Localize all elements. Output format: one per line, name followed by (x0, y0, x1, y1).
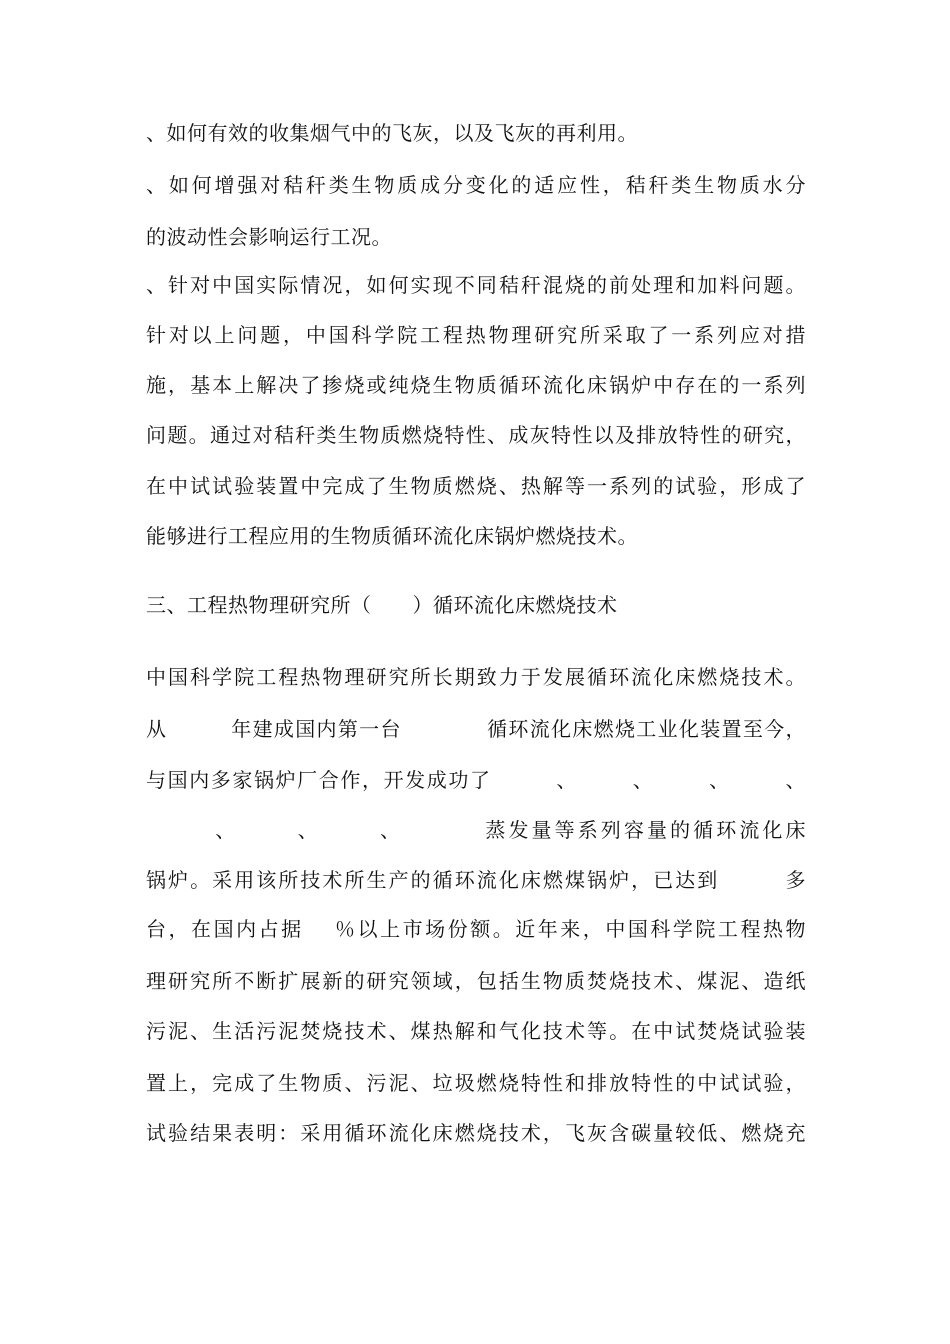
list-item-pretreatment: 、针对中国实际情况，如何实现不同秸秆混烧的前处理和加料问题。 (146, 273, 806, 297)
paragraph-2-line-7: 理研究所不断扩展新的研究领域，包括生物质焚烧技术、煤泥、造纸 (146, 969, 806, 993)
list-item-fly-ash: 、如何有效的收集烟气中的飞灰，以及飞灰的再利用。 (146, 121, 638, 145)
paragraph-2-line-4: 、 、 、 蒸发量等系列容量的循环流化床 (146, 818, 806, 842)
paragraph-2-line-5: 锅炉。采用该所技术所生产的循环流化床燃煤锅炉，已达到 多 (146, 868, 806, 892)
list-item-adaptability-line2: 的波动性会影响运行工况。 (146, 225, 392, 249)
paragraph-2-line-6: 台，在国内占据 ％以上市场份额。近年来，中国科学院工程热物 (146, 917, 806, 941)
paragraph-2-line-3: 与国内多家锅炉厂合作，开发成功了 、 、 、 、 (146, 768, 806, 792)
paragraph-2-line-2: 从 年建成国内第一台 循环流化床燃烧工业化装置至今， (146, 717, 806, 741)
paragraph-1-line-2: 施，基本上解决了掺烧或纯烧生物质循环流化床锅炉中存在的一系列 (146, 373, 806, 397)
section-heading: 三、工程热物理研究所（ ）循环流化床燃烧技术 (146, 593, 618, 617)
paragraph-1-line-4: 在中试试验装置中完成了生物质燃烧、热解等一系列的试验，形成了 (146, 474, 806, 498)
paragraph-1-line-3: 问题。通过对秸秆类生物质燃烧特性、成灰特性以及排放特性的研究， (146, 423, 806, 447)
paragraph-2-line-9: 置上，完成了生物质、污泥、垃圾燃烧特性和排放特性的中试试验， (146, 1071, 806, 1095)
list-item-adaptability-line1: 、如何增强对秸秆类生物质成分变化的适应性，秸秆类生物质水分 (146, 173, 806, 197)
paragraph-2-line-1: 中国科学院工程热物理研究所长期致力于发展循环流化床燃烧技术。 (146, 665, 806, 689)
paragraph-2-line-10: 试验结果表明：采用循环流化床燃烧技术，飞灰含碳量较低、燃烧充 (146, 1121, 806, 1145)
paragraph-1-line-5: 能够进行工程应用的生物质循环流化床锅炉燃烧技术。 (146, 524, 638, 548)
paragraph-1-line-1: 针对以上问题，中国科学院工程热物理研究所采取了一系列应对措 (146, 323, 806, 347)
paragraph-2-line-8: 污泥、生活污泥焚烧技术、煤热解和气化技术等。在中试焚烧试验装 (146, 1019, 806, 1043)
